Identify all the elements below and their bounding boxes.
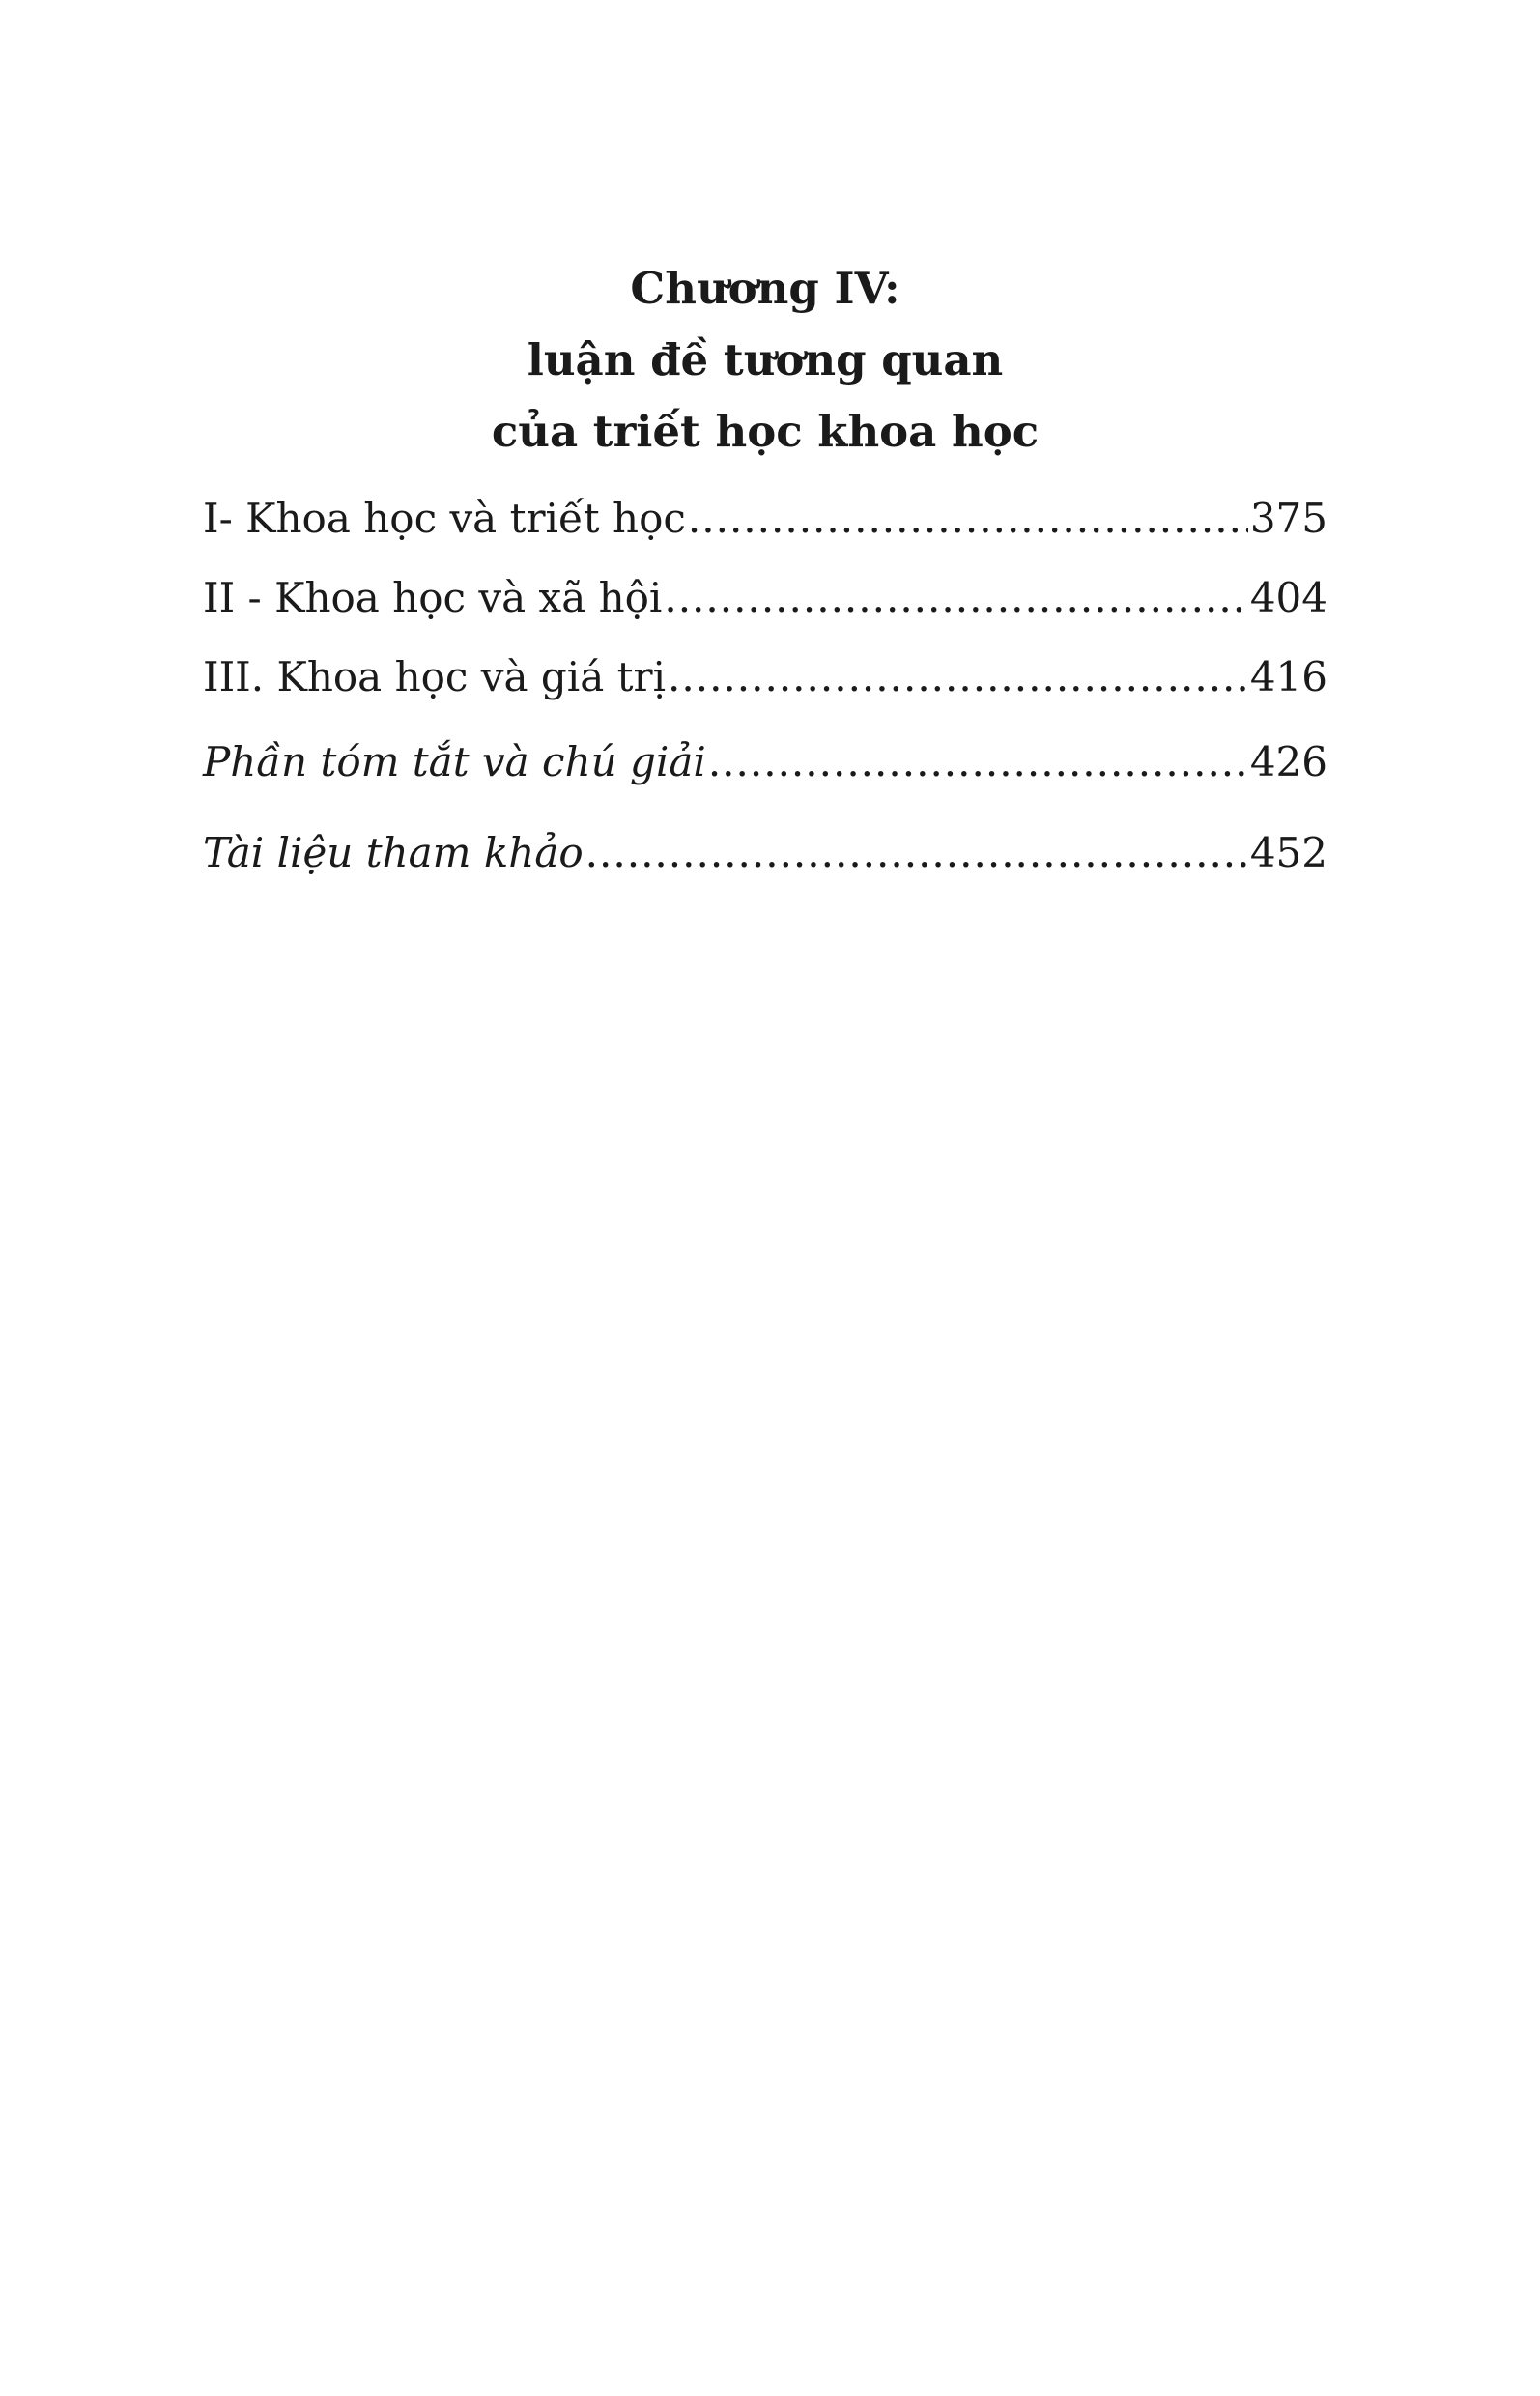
toc-entry-page-number: 375 [1249,495,1327,542]
dot-leader [664,558,1247,638]
dot-leader [585,813,1248,893]
chapter-number: Chương IV: [630,263,900,314]
toc-entry-science-values[interactable] [203,638,1327,717]
toc-entry-title: III. Khoa học và giá trị [203,653,667,700]
toc-entry-page-number: 404 [1249,574,1327,621]
toc-entry-title: Phần tóm tắt và chú giải [203,738,706,785]
dot-leader [708,723,1248,802]
toc-entry-page-number: 416 [1249,653,1327,700]
dot-leader [668,638,1248,717]
toc-entry-title: II - Khoa học và xã hội [203,574,663,621]
toc-entry-science-society[interactable] [203,558,1327,638]
toc-entry-references[interactable] [203,813,1327,893]
toc-entry-title: I- Khoa học và triết học [203,495,686,542]
toc-entry-page-number: 452 [1249,829,1327,876]
chapter-title-line-1: luận đề tương quan [527,334,1004,385]
dot-leader [688,479,1248,558]
chapter-heading [203,253,1327,468]
toc-entry-summary-notes[interactable] [203,723,1327,802]
toc-entry-page-number: 426 [1249,738,1327,785]
chapter-title-line-2: của triết học khoa học [491,406,1040,457]
table-of-contents [203,479,1327,893]
toc-entry-title: Tài liệu tham khảo [203,829,584,876]
toc-entry-science-philosophy[interactable] [203,479,1327,558]
